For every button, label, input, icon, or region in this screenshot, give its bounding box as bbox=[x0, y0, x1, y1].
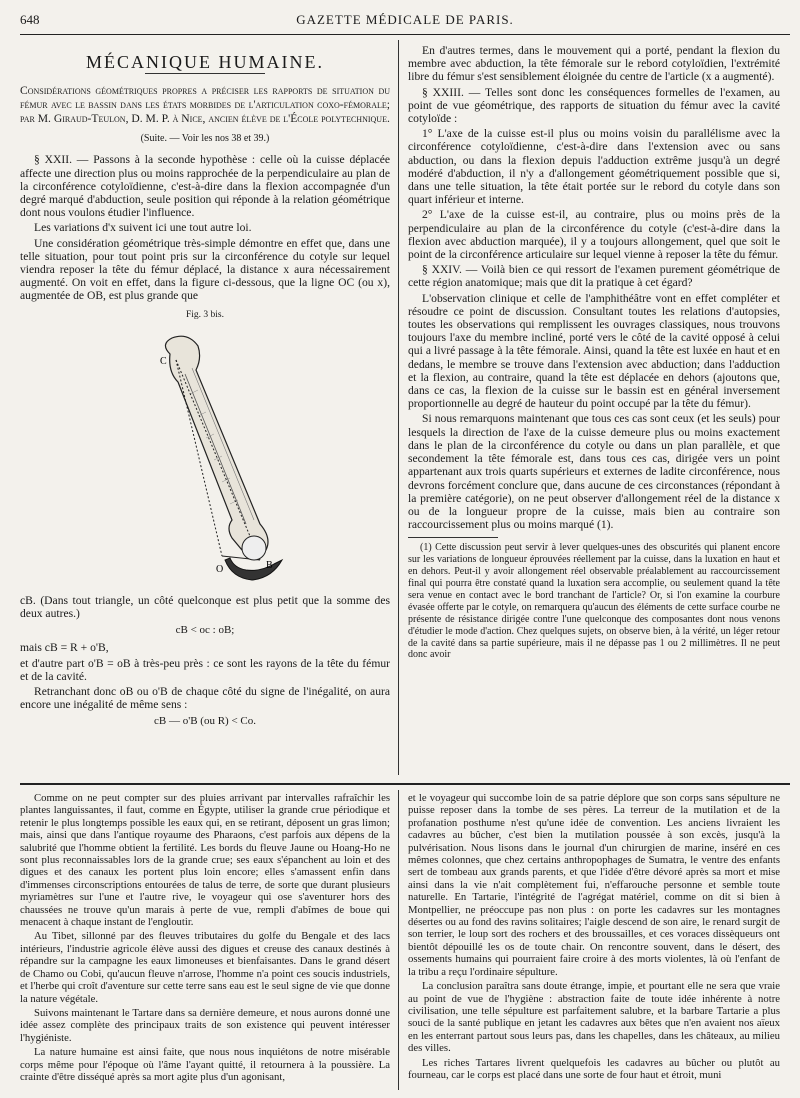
feuilleton-left-column bbox=[20, 792, 390, 1085]
acetabulum bbox=[225, 558, 282, 580]
title-rule bbox=[145, 73, 265, 74]
article-subtitle: Considérations géométriques propres a préciser les rapports de situation du fémur avec le bassin dans les états morbides de l'articulation coxo-fémorale; par M. Giraud-Teulon, D. M. P. à Nice, ancien élève de l'École polytechnique. bbox=[20, 84, 390, 126]
suite-note: (Suite. — Voir les nos 38 et 39.) bbox=[140, 133, 270, 145]
paragraph: § XXII. — Passons à la seconde hypothèse : celle où la cuisse déplacée affecte une direction plus ou moins rapprochée de la perpendiculaire au plan de la circonférence cotyloïdienne, c'est-à-dire dans la flexion accompagnée d'un degré marqué d'abduction, seule position qui réponde à la relation géométrique dont nous voulons étudier l'influence. bbox=[20, 153, 390, 220]
paragraph: La nature humaine est ainsi faite, que nous nous inquiétons de notre misérable corps même pour l'époque où l'âme l'ayant quitté, il retournera à la poussière. La crainte d'être disséqué après sa mort agite plus d'un agonisant, bbox=[20, 1046, 390, 1083]
paragraph: Une considération géométrique très-simple démontre en effet que, dans une telle situation, pour tout point pris sur la circonférence du cotyle sur lequel viendra reposer la tête du fémur déplacé, la distance x aura nécessairement augmenté. On voit en effet, dans la figure ci-dessous, que la ligne OC (ou x), augmentée de OB, est plus grande que bbox=[20, 236, 390, 303]
figure-letter-b: B bbox=[266, 559, 273, 571]
figure-letter-o: O bbox=[216, 563, 224, 575]
paragraph: Retranchant donc oB ou o'B de chaque côté du signe de l'inégalité, on aura encore une inégalité de même sens : bbox=[20, 685, 390, 712]
formula-1: cB < oc : oB; bbox=[175, 624, 235, 637]
paragraph: 1° L'axe de la cuisse est-il plus ou moins voisin du parallélisme avec la circonférence cotyloïdienne, c'est-à-dire dans l'extension avec ou sans abduction, ou dans la flexion depuis l'adduction extrême jusqu'à un degré modéré d'abduction, il n'y a d'allongement géométriquement possible que si, dans une telle situation, la tête était portée sur le rebord du cotyle dans son quart inférieur et interne. bbox=[408, 127, 780, 207]
paragraph: et le voyageur qui succombe loin de sa patrie déplore que son corps sans sépulture ne puisse reposer dans la tombe de ses pères. La terreur de la mutilation et de la profanation posthume n'est qu'une idée de convention. Les anciens livraient les cadavres au bûcher, c'est bien la mutilation poussée à son excès, jusqu'à la pulvérisation. Nous lisons dans le journal d'un chirurgien de marine, inséré en ces mêmes colonnes, que chez certains anthropophages de Sumatra, le ventre des enfants sert de tombeau aux grands parents, et que l'idée d'être dévoré après sa mort et mise ainsi dans la vie n'ait complètement fui, n'effarouche personne et semble toute naturelle. En Tartarie, l'intégrité de l'agrégat matériel, comme on dit si bien à Montpellier, ne préoccupe pas non plus : on porte les cadavres sur les montagnes désertes ou au fond des ravins solitaires; l'aigle descend de son aire, le renard surgit de son terrier, le loup sort des rochers et des broussailles, et ces voraces dissèqueurs ont bientôt dépouillé les os de toute chair. On rencontre souvent, dans le désert, des ossements humains qui pourraient faire croire à des morts violentes, là où l'enfant de la tribu a reçu l'ordinaire sépulture. bbox=[408, 792, 780, 978]
paragraph: mais cB = R + o'B, bbox=[20, 641, 109, 655]
femoral-head bbox=[242, 536, 266, 560]
paragraph: La conclusion paraîtra sans doute étrange, impie, et pourtant elle ne sera que vraie au point de vue de l'hygiène : abstraction faite de toute idée inhérente à notre civilisation, une telle sépulture est parfaitement salubre, et la barbare Tartarie a plus souci de la santé publique en jetant les cadavres aux bêtes que n'en avaient nos aïeux en les enterrant partout sous leurs pas, dans les chapelles, dans les châteaux, au milieu des villes. bbox=[408, 980, 780, 1055]
femur-figure bbox=[20, 324, 390, 594]
paragraph: Comme on ne peut compter sur des pluies arrivant par intervalles rafraîchir les plantes languissantes, il faut, comme en Égypte, utiliser la grande crue périodique et retenir le plus longtemps possible les eaux qui, en se retirant, déposent un gras limon; mais, ainsi que dans l'antique royaume des Pharaons, c'est parfois aux dépens de la salubrité que l'homme obtient la fertilité. Les bords du fleuve Jaune ou Hoang-Ho ne sont plus reconnaissables lors de la grande crue; ses eaux s'épanchent au loin et des digues et des canaux les portent plus loin encore; elles s'amassent enfin dans d'immenses circonscriptions entourées de talus de terre, de sorte que durant plusieurs myriamètres sur l'une et l'autre rive, le voyageur qui ose s'aventurer hors des chaussées ne trouve qu'un marais à perte de vue, rempli d'abîmes de boue qui menacent à chaque instant de l'engloutir. bbox=[20, 792, 390, 929]
paragraph: L'observation clinique et celle de l'amphithéâtre vont en effet compléter et résoudre ce point de discussion. Consultant toutes les relations d'autopsies, toutes les observations qui remplissent les ouvrages classiques, nous trouvons toujours l'axe du membre incliné, porté vers le côté de la cavité opposé à celui qui a livré passage à la tête fémorale. Ainsi, quand la tête est luxée en haut et en dedans, le membre se trouve dans l'extension avec abduction; dans l'adduction et la flexion, au contraire, quand la tête est déplacée en dehors (ajoutons que, dans ce cas, la flexion de la cuisse sur le bassin est en général inversement proportionnelle au degré de hauteur du point occupé par la tête du fémur). bbox=[408, 291, 780, 411]
paragraph: 2° L'axe de la cuisse est-il, au contraire, plus ou moins près de la perpendiculaire au plan de la circonférence du cotyle (c'est-à-dire dans la flexion avec abduction marquée), il y a toujours allongement, quel que soit le point de la circonférence articulaire sur lequel vienne à reposer la tête du fémur. bbox=[408, 208, 780, 262]
paragraph: Au Tibet, sillonné par des fleuves tributaires du golfe du Bengale et des lacs intérieurs, l'industrie agricole élève aussi des digues et creuse des canaux destinés à répandre sur la campagne les eaux limoneuses et bienfaisantes. Dans le grand désert de Chamo ou Cobi, qu'aucun fleuve n'arrose, l'homme n'a point ces soucis industriels, et l'herbe qui croît d'aventure sur cette terre sans eau est le seul signe de vie que donne la nature végétale. bbox=[20, 930, 390, 1005]
column-divider-bottom bbox=[398, 790, 399, 1090]
footnote-rule bbox=[408, 537, 498, 538]
page-number: 648 bbox=[20, 12, 40, 27]
femur-diagram bbox=[20, 324, 390, 592]
article-left-column bbox=[20, 44, 390, 733]
figure-label: Fig. 3 bis. bbox=[185, 309, 224, 320]
footnote bbox=[408, 542, 780, 661]
section-divider bbox=[20, 783, 790, 785]
paragraph: Suivons maintenant le Tartare dans sa dernière demeure, et nous aurons donné une idée assez complète des principaux traits de son existence qui peuvent intéresser l'hygiéniste. bbox=[20, 1006, 390, 1044]
paragraph: et d'autre part o'B = oB à très-peu près : ce sont les rayons de la tête du fémur et de la cavité. bbox=[20, 656, 390, 683]
article-right-column bbox=[408, 44, 780, 661]
paragraph: Les variations d'x suivent ici une tout autre loi. bbox=[34, 221, 252, 235]
footnote-text: (1) Cette discussion peut servir à lever quelques-unes des obscurités qui planent encore sur les variations de longueur éprouvées réellement par la cuisse, dans la luxation en haut et en dehors. Peut-il y avoir allongement réel observable préalablement au raccourcissement final qui pourra être constaté quand la luxation sera accomplie, ou seulement quand la tête sera venue en contact avec le bord tranchant de l'article? Or, si l'on examine la courbure évasée offerte par le cotyle, on remarquera qu'aucun des éléments de cette surface courbe ne présente de résistance dirigée contre l'une quelconque des composantes dont nous venons d'étudier le mode d'action. Chez quelques sujets, on observe bien, à la vérité, un léger retour de la cavité dans sa partie supérieure, mais il ne dépasse pas 1 ou 2 millimètres. Il ne peut donc avoir bbox=[408, 542, 780, 661]
femur-bone bbox=[165, 336, 268, 555]
column-divider-top bbox=[398, 40, 399, 775]
paragraph: cB. (Dans tout triangle, un côté quelconque est plus petit que la somme des deux autres.) bbox=[20, 593, 390, 621]
figure-letter-c: C bbox=[160, 355, 167, 367]
journal-title: GAZETTE MÉDICALE DE PARIS. bbox=[296, 12, 514, 27]
paragraph: Si nous remarquons maintenant que tous ces cas sont ceux (et les seuls) pour lesquels la direction de l'axe de la cuisse demeure plus ou moins exactement dans le plan de la circonférence du cotyle ou dans un plan parallèle, et que secondement la tête fémorale est, dans tous ces cas, dirigée vers un point appartenant aux trois quarts supérieurs et externes de ladite circonférence, nous devrons forcément conclure que, dans aucune de ces circonstances (répondant à la première catégorie), on ne peut observer d'allongement réel de la distance x ou de la longueur propre de la cuisse, mais bien au contraire son raccourcissement plus ou moins marqué (1). bbox=[408, 412, 780, 532]
paragraph: § XXIV. — Voilà bien ce qui ressort de l'examen purement géométrique de cette région anatomique; mais que dit la pratique à cet égard? bbox=[408, 263, 780, 290]
page-header bbox=[20, 12, 790, 35]
paragraph: Les riches Tartares livrent quelquefois les cadavres au bûcher ou plutôt au fourneau, car le corps est placé dans une sorte de four haut et étroit, muni bbox=[408, 1056, 780, 1081]
paragraph: § XXIII. — Telles sont donc les conséquences formelles de l'examen, au point de vue géométrique, des rapports de situation du fémur avec la cavité cotyloïde : bbox=[408, 85, 780, 126]
section-title: MÉCANIQUE HUMAINE. bbox=[86, 52, 324, 72]
formula-2: cB — o'B (ou R) < Co. bbox=[154, 715, 256, 728]
paragraph: En d'autres termes, dans le mouvement qui a porté, pendant la flexion du membre avec abduction, la tête fémorale sur le rebord cotyloïdien, l'extrémité libre du fémur s'est sensiblement éloignée du centre de l'article (x a augmenté). bbox=[408, 44, 780, 84]
feuilleton-right-column bbox=[408, 792, 780, 1083]
